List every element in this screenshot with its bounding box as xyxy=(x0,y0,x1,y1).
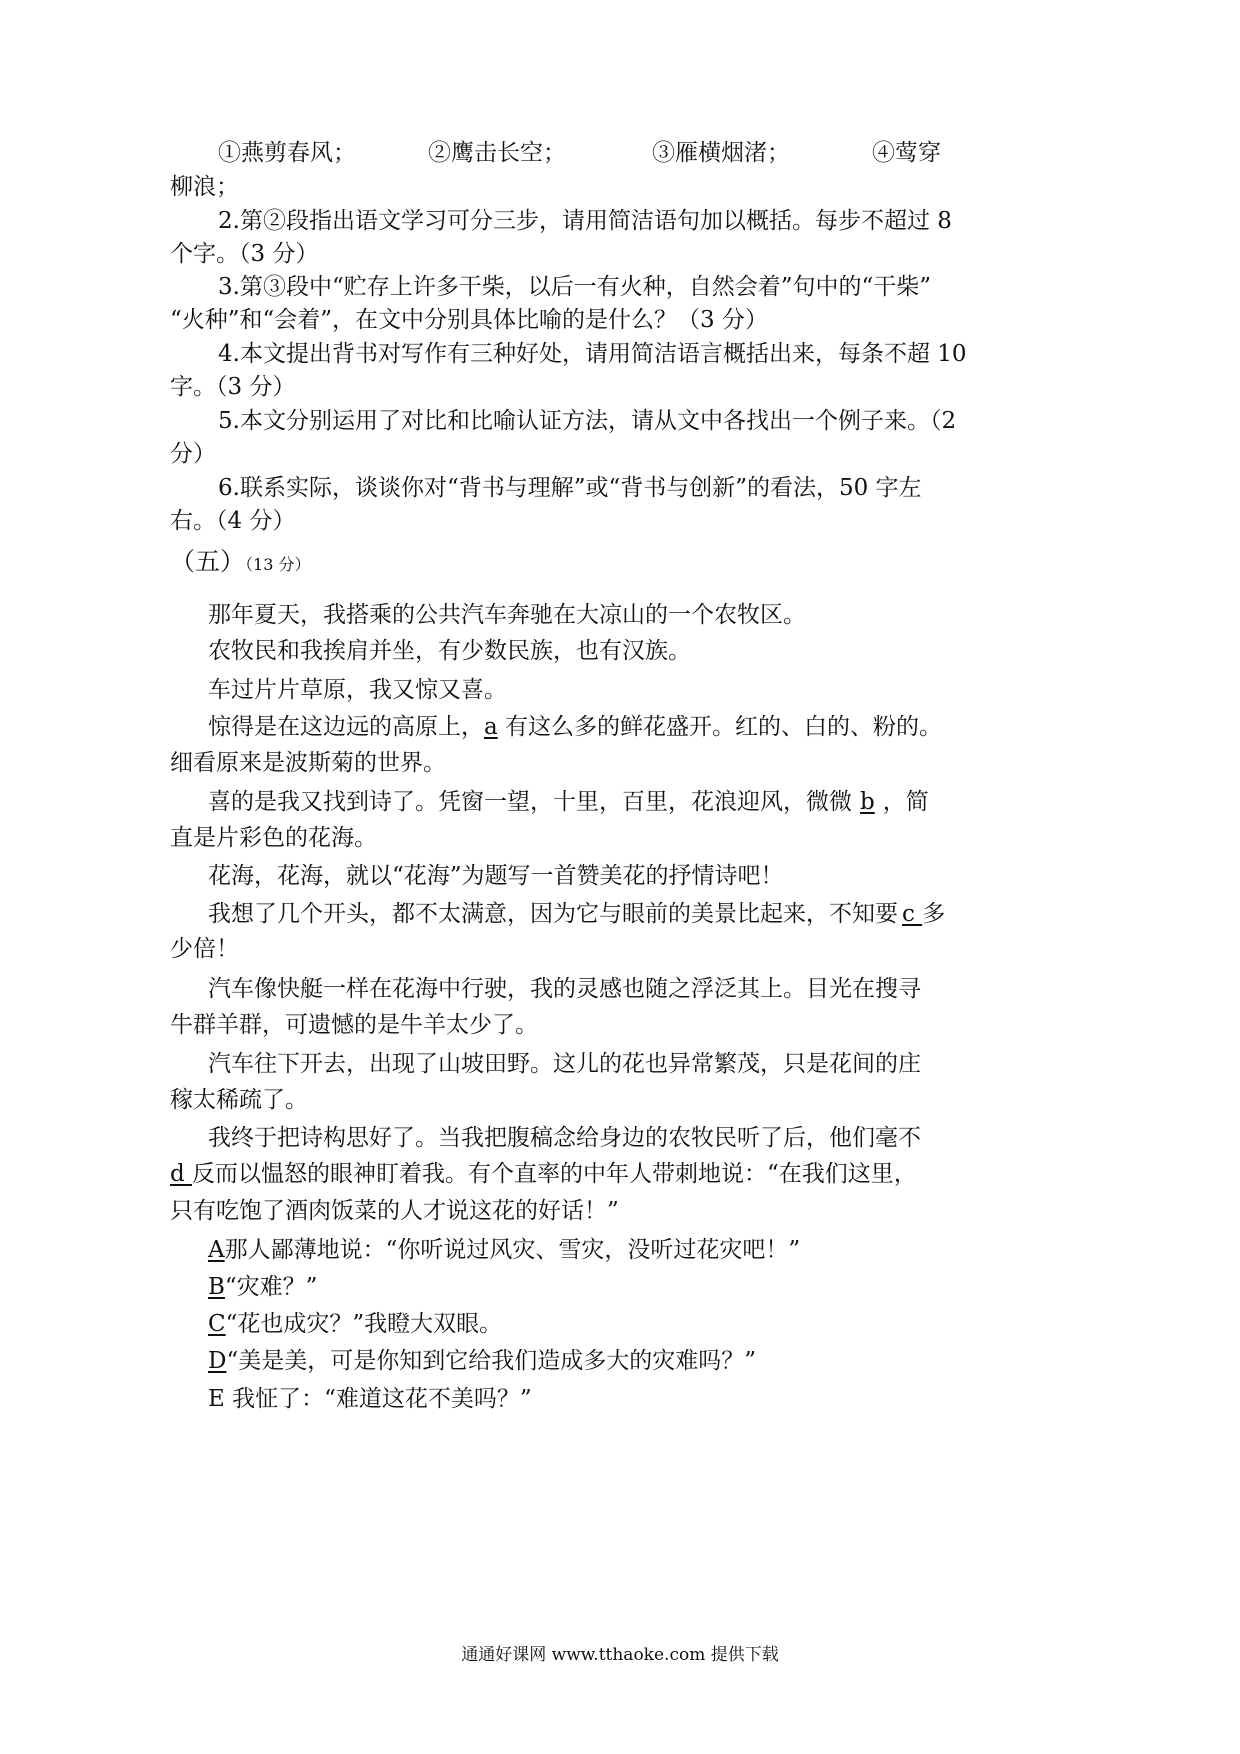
sentence-b xyxy=(208,1272,317,1302)
p5-text-pre: 喜的是我又找到诗了。凭窗一望，十里，百里，花浪迎风，微微 xyxy=(208,789,852,815)
sentence-c-text: “花也成灾？”我瞪大双眼。 xyxy=(225,1311,503,1337)
sentence-d-text: “美是美，可是你知到它给我们造成多大的灾难吗？” xyxy=(226,1348,756,1374)
page-footer: 通通好课网 www.tthaoke.com 提供下载 xyxy=(461,1645,779,1665)
paragraph-8-line-2: 牛群羊群，可遗憾的是牛羊太少了。 xyxy=(170,1012,538,1038)
paragraph-8-line-1: 汽车像快艇一样在花海中行驶，我的灵感也随之浮泛其上。目光在搜寻 xyxy=(208,976,921,1002)
paragraph-3: 车过片片草原，我又惊又喜。 xyxy=(208,677,507,703)
label-c: C xyxy=(208,1311,226,1337)
sentence-d xyxy=(208,1346,756,1376)
p4-text-post: 有这么多的鲜花盛开。红的、白的、粉的。 xyxy=(497,714,943,740)
p4-text-pre: 惊得是在这边远的高原上， xyxy=(208,714,484,740)
label-d: D xyxy=(208,1348,227,1374)
option-4: ④莺穿 xyxy=(872,140,941,166)
question-2-line-1: 2.第②段指出语文学习可分三步，请用简洁语句加以概括。每步不超过 8 xyxy=(218,208,952,234)
paragraph-6: 花海，花海，就以“花海”为题写一首赞美花的抒情诗吧！ xyxy=(208,863,784,889)
question-4-line-1: 4.本文提出背书对写作有三种好处，请用简洁语言概括出来，每条不超 10 xyxy=(218,341,967,367)
blank-a: a xyxy=(484,714,498,740)
question-5-line-1: 5.本文分别运用了对比和比喻认证方法，请从文中各找出一个例子来。（2 xyxy=(218,408,957,434)
question-3-line-2: “火种”和“会着”，在文中分别具体比喻的是什么？（3 分） xyxy=(170,307,768,333)
question-4-line-2: 字。（3 分） xyxy=(170,374,296,400)
paragraph-5-line-2: 直是片彩色的花海。 xyxy=(170,825,377,851)
section-label: （五） xyxy=(170,547,246,576)
paragraph-5-line-1 xyxy=(208,787,929,817)
sentence-b-text: “灾难？” xyxy=(224,1274,318,1300)
question-6-line-2: 右。（4 分） xyxy=(170,508,296,534)
sentence-c xyxy=(208,1309,502,1339)
sentence-e: E 我怔了：“难道这花不美吗？” xyxy=(208,1386,532,1412)
section-heading xyxy=(170,547,310,580)
paragraph-10-line-3: 只有吃饱了酒肉饭菜的人才说这花的好话！” xyxy=(170,1198,619,1224)
blank-d: d xyxy=(170,1161,193,1187)
label-a: A xyxy=(208,1237,225,1263)
p7-text-post: 多 xyxy=(922,901,946,927)
paragraph-9-line-1: 汽车往下开去，出现了山坡田野。这儿的花也异常繁茂，只是花间的庄 xyxy=(208,1051,921,1077)
paragraph-9-line-2: 稼太稀疏了。 xyxy=(170,1087,308,1113)
paragraph-2: 农牧民和我挨肩并坐，有少数民族，也有汉族。 xyxy=(208,638,691,664)
option-4-continued: 柳浪； xyxy=(170,174,239,200)
paragraph-4-line-1 xyxy=(208,712,942,742)
section-points: （13 分） xyxy=(245,555,311,574)
label-b: B xyxy=(208,1274,225,1300)
option-2: ②鹰击长空； xyxy=(428,140,566,166)
paragraph-7-line-2: 少倍！ xyxy=(170,936,239,962)
question-2-line-2: 个字。（3 分） xyxy=(170,241,319,267)
blank-c: c xyxy=(902,901,923,927)
p7-text-pre: 我想了几个开头，都不太满意，因为它与眼前的美景比起来，不知要 xyxy=(208,901,898,927)
paragraph-1: 那年夏天，我搭乘的公共汽车奔驰在大凉山的一个农牧区。 xyxy=(208,602,806,628)
option-1: ①燕剪春风； xyxy=(218,140,356,166)
paragraph-10-line-1: 我终于把诗构思好了。当我把腹稿念给身边的农牧民听了后，他们毫不 xyxy=(208,1125,921,1151)
paragraph-10-line-2 xyxy=(170,1159,917,1189)
question-3-line-1: 3.第③段中“贮存上许多干柴，以后一有火种，自然会着”句中的“干柴” xyxy=(218,274,931,300)
blank-b: b xyxy=(860,789,875,815)
p5-text-post: ，简 xyxy=(882,789,929,815)
p10-text-post: 反而以愠怒的眼神盯着我。有个直率的中年人带刺地说：“在我们这里， xyxy=(192,1161,917,1187)
paragraph-7-line-1 xyxy=(208,899,945,929)
question-6-line-1: 6.联系实际，谈谈你对“背书与理解”或“背书与创新”的看法，50 字左 xyxy=(218,475,922,501)
sentence-a-text: 那人鄙薄地说：“你听说过风灾、雪灾，没听过花灾吧！” xyxy=(224,1237,801,1263)
option-3: ③雁横烟渚； xyxy=(652,140,790,166)
paragraph-4-line-2: 细看原来是波斯菊的世界。 xyxy=(170,750,446,776)
question-5-line-2: 分） xyxy=(170,441,216,467)
sentence-a xyxy=(208,1235,800,1265)
